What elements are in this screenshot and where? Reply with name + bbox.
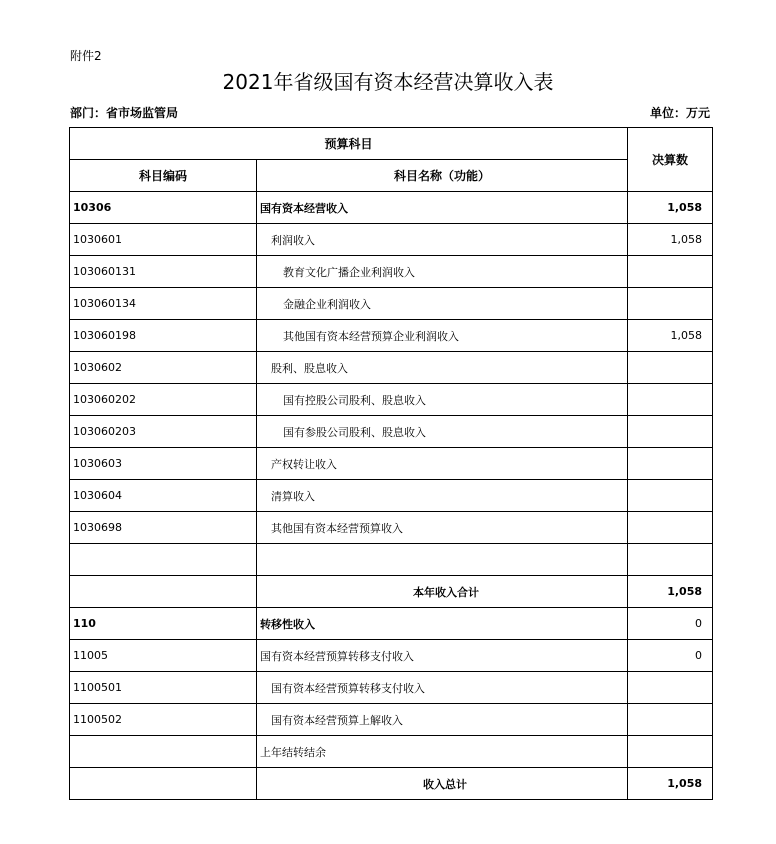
- row-name: 金融企业利润收入: [257, 288, 628, 320]
- header-row-2: [70, 160, 713, 192]
- table-row: [70, 640, 713, 672]
- header-name: 科目名称（功能）: [257, 160, 628, 192]
- row-amount: [628, 384, 713, 416]
- row-name: 国有资本经营预算转移支付收入: [257, 640, 628, 672]
- row-name: 国有参股公司股利、股息收入: [257, 416, 628, 448]
- row-amount: [628, 480, 713, 512]
- row-name: 国有资本经营预算转移支付收入: [257, 672, 628, 704]
- row-code: 1030698: [70, 512, 257, 544]
- row-code: 11005: [70, 640, 257, 672]
- row-name: 其他国有资本经营预算企业利润收入: [257, 320, 628, 352]
- row-code: 103060134: [70, 288, 257, 320]
- table-row: [70, 704, 713, 736]
- row-code: 103060203: [70, 416, 257, 448]
- table-row: [70, 736, 713, 768]
- row-code: [70, 768, 257, 800]
- row-name: 产权转让收入: [257, 448, 628, 480]
- row-code: 1030603: [70, 448, 257, 480]
- row-amount: [628, 544, 713, 576]
- row-name: 上年结转结余: [257, 736, 628, 768]
- row-name: 国有资本经营预算上解收入: [257, 704, 628, 736]
- row-amount: [628, 736, 713, 768]
- row-amount: [628, 256, 713, 288]
- table-row: [70, 224, 713, 256]
- subtotal-label: 本年收入合计: [257, 576, 628, 608]
- row-code: [70, 576, 257, 608]
- row-amount: 1,058: [628, 320, 713, 352]
- row-amount: 1,058: [628, 192, 713, 224]
- table-row: [70, 384, 713, 416]
- row-code: 103060202: [70, 384, 257, 416]
- row-code: [70, 544, 257, 576]
- row-amount: [628, 704, 713, 736]
- attachment-label: 附件2: [70, 49, 102, 63]
- revenue-table: [69, 127, 713, 800]
- table-row: [70, 512, 713, 544]
- total-label: 收入总计: [257, 768, 628, 800]
- row-code: 103060198: [70, 320, 257, 352]
- row-amount: [628, 416, 713, 448]
- table-row: [70, 608, 713, 640]
- row-code: 1030604: [70, 480, 257, 512]
- unit-label: 单位：万元: [649, 106, 710, 120]
- page-title: 2021年省级国有资本经营决算收入表: [222, 70, 554, 94]
- table-row-empty: [70, 544, 713, 576]
- row-name: 其他国有资本经营预算收入: [257, 512, 628, 544]
- row-name: 国有资本经营收入: [257, 192, 628, 224]
- row-name: 利润收入: [257, 224, 628, 256]
- header-code: 科目编码: [70, 160, 257, 192]
- table-row: [70, 352, 713, 384]
- row-amount: [628, 288, 713, 320]
- table-row: [70, 320, 713, 352]
- row-name: 转移性收入: [257, 608, 628, 640]
- header-budget-subject: 预算科目: [70, 128, 628, 160]
- row-amount: 1,058: [628, 224, 713, 256]
- row-name: 股利、股息收入: [257, 352, 628, 384]
- row-amount: 0: [628, 608, 713, 640]
- table-row: [70, 256, 713, 288]
- row-amount: [628, 352, 713, 384]
- row-code: [70, 736, 257, 768]
- row-code: 110: [70, 608, 257, 640]
- row-code: 1030602: [70, 352, 257, 384]
- table-row: [70, 192, 713, 224]
- header-amount: 决算数: [628, 128, 713, 192]
- row-name: 教育文化广播企业利润收入: [257, 256, 628, 288]
- row-amount: [628, 512, 713, 544]
- table-row: [70, 672, 713, 704]
- row-code: 10306: [70, 192, 257, 224]
- table-row: [70, 416, 713, 448]
- table-row: [70, 288, 713, 320]
- table-row: [70, 448, 713, 480]
- row-code: 1100501: [70, 672, 257, 704]
- row-name: 清算收入: [257, 480, 628, 512]
- total-row: [70, 768, 713, 800]
- department-label: 部门：省市场监管局: [70, 106, 179, 120]
- header-row-1: [70, 128, 713, 160]
- row-code: 103060131: [70, 256, 257, 288]
- row-amount: [628, 448, 713, 480]
- table-row: [70, 480, 713, 512]
- row-amount: [628, 672, 713, 704]
- row-name: 国有控股公司股利、股息收入: [257, 384, 628, 416]
- row-code: 1100502: [70, 704, 257, 736]
- row-code: 1030601: [70, 224, 257, 256]
- total-amount: 1,058: [628, 768, 713, 800]
- subtotal-row: [70, 576, 713, 608]
- row-name: [257, 544, 628, 576]
- row-amount: 0: [628, 640, 713, 672]
- subtotal-amount: 1,058: [628, 576, 713, 608]
